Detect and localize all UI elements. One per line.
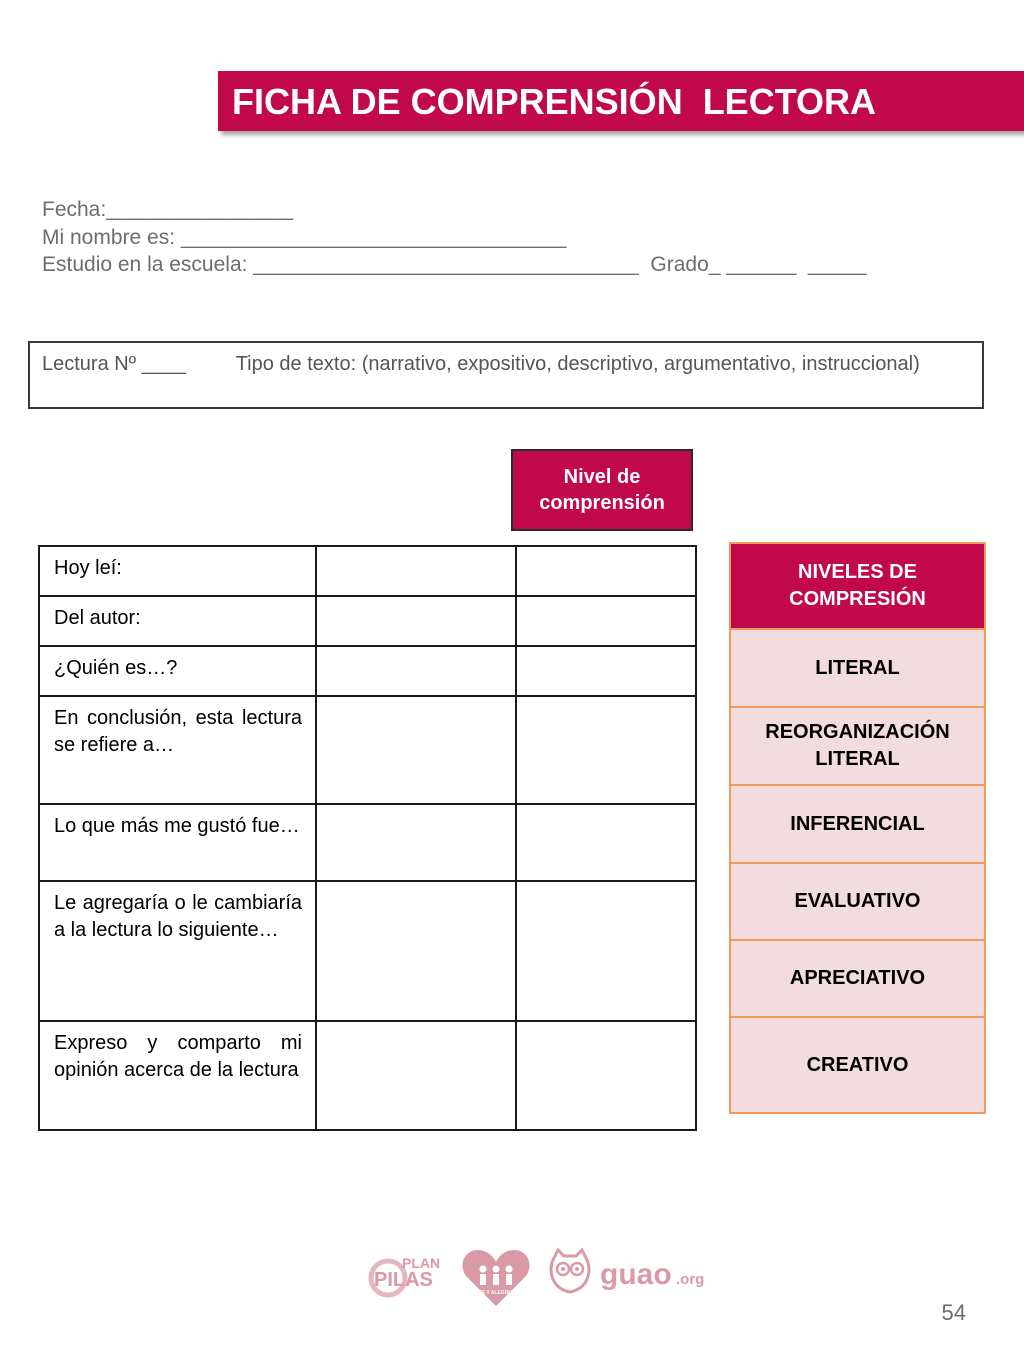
title-banner (218, 71, 1024, 131)
pilas-text: PILAS (374, 1269, 433, 1291)
level-cell[interactable] (516, 596, 696, 646)
page-title: FICHA DE COMPRENSIÓN LECTORA (232, 81, 877, 122)
question-cell (39, 546, 316, 596)
answer-cell[interactable] (316, 804, 516, 881)
plan-text: PLAN (402, 1255, 441, 1271)
heart-logo-text: FE Y ALEGRIA (478, 1290, 514, 1296)
answer-cell[interactable] (316, 546, 516, 596)
level-cell[interactable] (516, 1021, 696, 1130)
level-inferencial: INFERENCIAL (731, 786, 984, 864)
table-row (39, 646, 696, 696)
footer-logos (366, 1244, 716, 1308)
level-cell[interactable] (516, 646, 696, 696)
question-label: ¿Quién es…? (54, 657, 178, 679)
guao-org-text: .org (676, 1271, 705, 1288)
level-cell[interactable] (516, 881, 696, 1021)
page-number: 54 (941, 1300, 966, 1325)
answer-cell[interactable] (316, 646, 516, 696)
comprehension-levels-table (729, 542, 986, 1114)
fe-y-alegria-heart-logo (463, 1250, 530, 1306)
question-cell (39, 646, 316, 696)
level-apreciativo: APRECIATIVO (731, 941, 984, 1018)
answer-cell[interactable] (316, 881, 516, 1021)
level-creativo: CREATIVO (731, 1018, 984, 1112)
answer-cell[interactable] (316, 596, 516, 646)
comprehension-level-header: Nivel de comprensión (511, 449, 693, 531)
answer-cell[interactable] (316, 1021, 516, 1130)
level-cell[interactable] (516, 546, 696, 596)
table-row (39, 596, 696, 646)
guao-text: guao (600, 1258, 672, 1291)
date-line: Fecha:________________ (42, 198, 294, 221)
question-label: Expreso y comparto mi opinión acerca de la lectura (54, 1032, 302, 1081)
table-row (39, 546, 696, 596)
reading-info-box: Lectura Nº ____ Tipo de texto: (narrativo, expositivo, descriptivo, argumentativo, instruccional) (28, 341, 984, 409)
table-row (39, 696, 696, 804)
question-label: En conclusión, esta lectura se refiere a… (54, 707, 302, 756)
level-evaluativo: EVALUATIVO (731, 864, 984, 941)
level-cell[interactable] (516, 804, 696, 881)
question-label: Del autor: (54, 607, 141, 629)
plan-pilas-logo (371, 1255, 440, 1295)
guao-owl-logo (551, 1250, 589, 1292)
student-info (42, 196, 866, 279)
question-cell (39, 1021, 316, 1130)
levels-header: NIVELES DE COMPRESIÓN (731, 544, 984, 630)
question-label: Lo que más me gustó fue… (54, 815, 300, 837)
reading-worksheet-table (38, 545, 697, 1131)
answer-cell[interactable] (316, 696, 516, 804)
level-cell[interactable] (516, 696, 696, 804)
school-line: Estudio en la escuela: _________________________________ Grado_ ______ _____ (42, 253, 867, 276)
level-reorganizacion-literal: REORGANIZACIÓN LITERAL (731, 708, 984, 786)
table-row (39, 881, 696, 1021)
question-cell (39, 804, 316, 881)
table-row (39, 804, 696, 881)
question-cell (39, 696, 316, 804)
question-label: Le agregaría o le cambiaría a la lectura lo siguiente… (54, 892, 302, 941)
question-cell (39, 881, 316, 1021)
question-label: Hoy leí: (54, 557, 122, 579)
name-line: Mi nombre es: _________________________________ (42, 225, 567, 249)
level-literal: LITERAL (731, 630, 984, 708)
table-row (39, 1021, 696, 1130)
question-cell (39, 596, 316, 646)
